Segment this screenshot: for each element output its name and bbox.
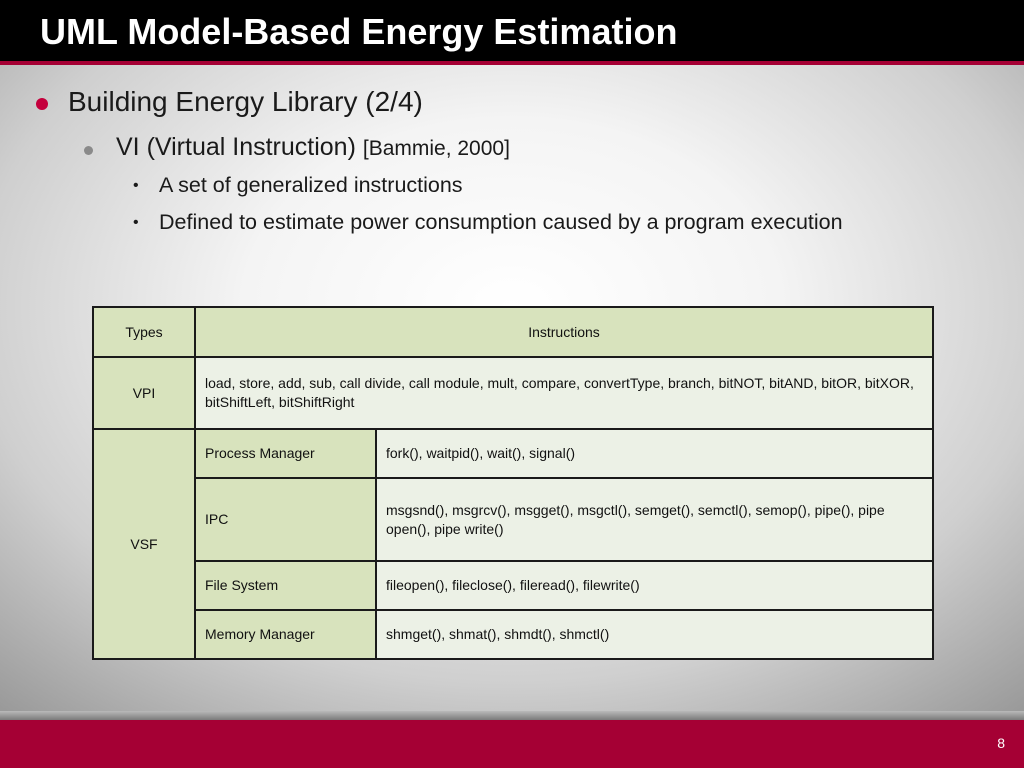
page-number: 8 — [997, 735, 1005, 751]
bullet-level3-item: Defined to estimate power consumption caused by a program execution — [159, 210, 843, 234]
instructions-cell: shmget(), shmat(), shmdt(), shmctl() — [376, 610, 933, 659]
bullet-level3-item: A set of generalized instructions — [159, 173, 463, 197]
bullet-level2 — [116, 133, 510, 162]
instructions-cell: fileopen(), fileclose(), fileread(), filewrite() — [376, 561, 933, 610]
bullet-dot-level2 — [84, 146, 93, 155]
category-cell: File System — [195, 561, 376, 610]
footer-bar — [0, 720, 1024, 768]
title-bar — [0, 0, 1024, 65]
instructions-cell-vpi: load, store, add, sub, call divide, call module, mult, compare, convertType, branch, bitNOT, bitAND, bitOR, bitXOR, bitShiftLeft, bitShiftRight — [195, 357, 933, 429]
table-row — [93, 429, 933, 478]
bullet-dot-level3: • — [133, 177, 139, 194]
table-row — [93, 561, 933, 610]
bullet-level2-reference: [Bammie, 2000] — [362, 137, 510, 160]
header-types: Types — [93, 307, 195, 357]
table-row — [93, 478, 933, 561]
table-header-row — [93, 307, 933, 357]
table-row — [93, 610, 933, 659]
type-cell-vsf: VSF — [93, 429, 195, 659]
bullet-dot-level3: • — [133, 214, 139, 231]
footer-shadow — [0, 711, 1024, 720]
category-cell: Memory Manager — [195, 610, 376, 659]
category-cell: IPC — [195, 478, 376, 561]
bullet-level1: Building Energy Library (2/4) — [68, 86, 423, 117]
type-cell-vpi: VPI — [93, 357, 195, 429]
header-instructions: Instructions — [195, 307, 933, 357]
bullet-dot-level1 — [36, 98, 48, 110]
category-cell: Process Manager — [195, 429, 376, 478]
table-row-vpi — [93, 357, 933, 429]
virtual-instruction-table — [92, 306, 934, 660]
bullet-level2-main: VI (Virtual Instruction) — [116, 133, 356, 161]
slide-title: UML Model-Based Energy Estimation — [40, 11, 678, 52]
instructions-cell: fork(), waitpid(), wait(), signal() — [376, 429, 933, 478]
instructions-cell: msgsnd(), msgrcv(), msgget(), msgctl(), semget(), semctl(), semop(), pipe(), pipe open(), pipe write() — [376, 478, 933, 561]
